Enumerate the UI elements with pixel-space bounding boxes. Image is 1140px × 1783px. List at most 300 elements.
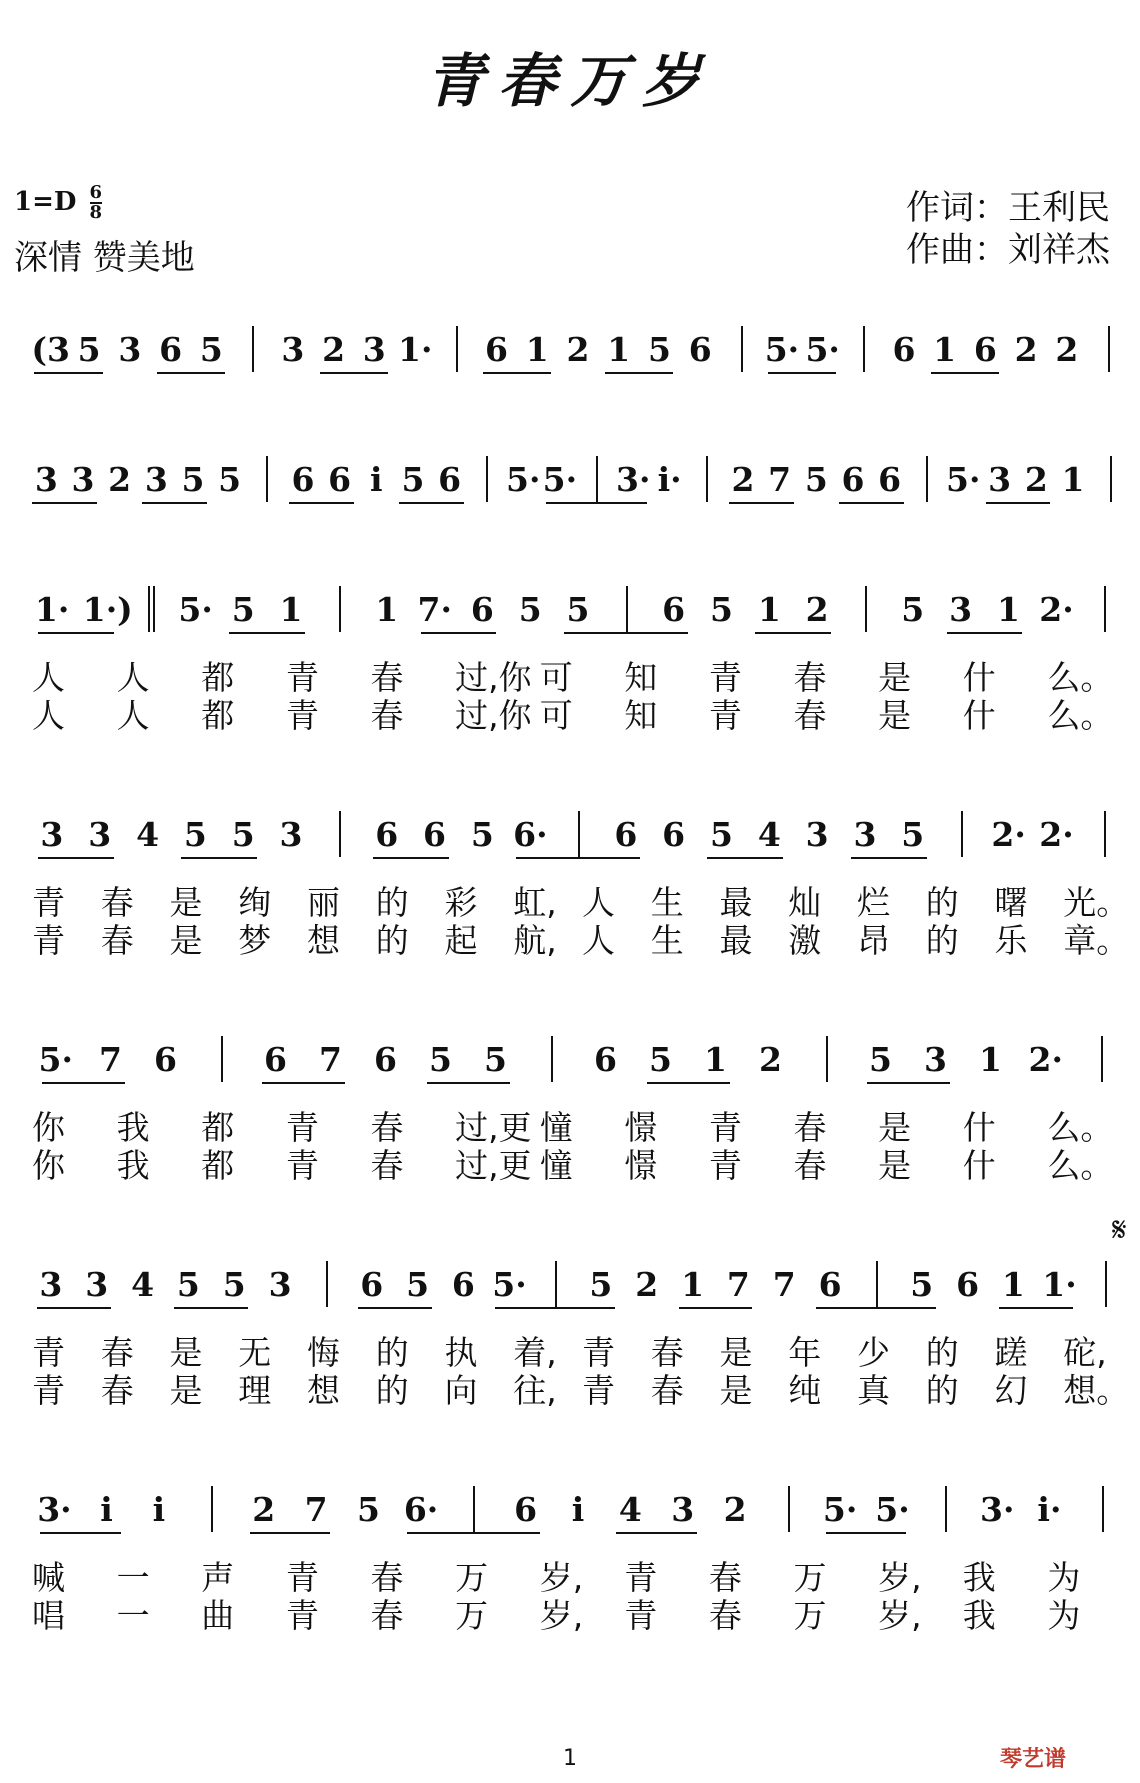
note: 6	[878, 460, 902, 499]
note: 5	[176, 1265, 200, 1304]
note: 1	[757, 590, 781, 629]
note: 3	[671, 1490, 695, 1529]
lyric-syllable: 唱	[32, 1596, 65, 1635]
barline	[339, 586, 341, 632]
lyric-syllable: 青	[285, 1146, 319, 1185]
lyric-syllable: 岁,	[878, 1558, 922, 1597]
beam-underline	[142, 502, 207, 504]
beam-underline	[986, 502, 1051, 504]
note: 4	[757, 815, 781, 854]
lyric-syllable: 岁,	[539, 1558, 584, 1597]
barline	[926, 456, 928, 502]
note: 2·	[1028, 1040, 1063, 1079]
note: 5	[183, 815, 207, 854]
beam-underline	[616, 1532, 696, 1534]
lyric-syllable: 我	[962, 1596, 996, 1635]
lyric-syllable: 你	[32, 1146, 65, 1185]
lyric-syllable: 灿	[788, 883, 822, 922]
note: 6	[514, 1490, 538, 1529]
note: 5	[910, 1265, 934, 1304]
note: 6	[485, 330, 508, 369]
lyric-syllable: 过,你	[455, 658, 532, 697]
lyric-syllable: 万	[793, 1558, 827, 1597]
lyric-syllable: 青	[285, 1108, 319, 1147]
note: 6	[956, 1265, 980, 1304]
lyric-syllable: 想	[307, 1371, 340, 1410]
note: 3	[281, 330, 305, 369]
note: 1	[996, 590, 1020, 629]
note: 3	[118, 330, 142, 369]
note: 1	[933, 330, 957, 369]
lyric-syllable: 是	[169, 1371, 203, 1410]
note: 1	[1061, 460, 1085, 499]
lyric-syllable: 都	[201, 696, 235, 735]
lyric-syllable: 青	[708, 1146, 742, 1185]
composer-credit: 作曲：刘祥杰	[906, 230, 1110, 270]
lyric-syllable: 航,	[513, 921, 557, 960]
beam-underline	[373, 857, 449, 859]
lyric-syllable: 青	[582, 1371, 615, 1410]
beam-underline	[32, 502, 97, 504]
lyric-syllable: 年	[788, 1333, 822, 1372]
note: 7	[768, 460, 792, 499]
note: 2	[566, 330, 590, 369]
lyric-syllable: 青	[624, 1596, 658, 1635]
lyric-row	[0, 1102, 1140, 1147]
note: 5	[199, 330, 223, 369]
lyric-syllable: 为	[1047, 1596, 1081, 1635]
lyric-syllable: 过,更	[455, 1108, 532, 1147]
lyric-syllable: 青	[32, 921, 65, 960]
note: 5	[77, 330, 101, 369]
lyric-syllable: 春	[100, 1333, 134, 1372]
barline	[626, 586, 628, 632]
barline	[788, 1486, 790, 1532]
beam-underline	[289, 502, 354, 504]
note: 5	[429, 1040, 452, 1079]
barline	[1105, 1261, 1107, 1307]
note: 1	[681, 1265, 705, 1304]
lyric-syllable: 什	[962, 1108, 996, 1147]
lyric-syllable: 春	[370, 1146, 404, 1185]
barline	[945, 1486, 947, 1532]
lyric-syllable: 幻	[994, 1371, 1028, 1410]
lyric-syllable: 是	[169, 921, 203, 960]
note: 5	[566, 590, 590, 629]
note: 6	[328, 460, 352, 499]
beam-underline	[867, 1082, 950, 1084]
note: 3	[85, 1265, 109, 1304]
barline	[153, 586, 155, 632]
note: 3·	[37, 1490, 72, 1529]
beam-underline	[407, 1532, 540, 1534]
lyric-syllable: 的	[375, 1333, 409, 1372]
lyric-syllable: 的	[925, 921, 959, 960]
lyric-syllable: 执	[444, 1333, 478, 1372]
score-line	[0, 590, 1140, 660]
lyric-syllable: 理	[238, 1371, 272, 1410]
lyric-syllable: 悔	[307, 1333, 340, 1372]
lyric-syllable: 知	[624, 696, 658, 735]
note: 7	[319, 1040, 342, 1079]
beam-underline	[647, 1082, 730, 1084]
lyric-syllable: 我	[116, 1108, 150, 1147]
barline	[252, 326, 254, 372]
barline	[266, 456, 268, 502]
key-label: 1=D	[14, 187, 77, 217]
beam-underline	[358, 1307, 432, 1309]
barline	[456, 326, 458, 372]
lyric-syllable: 人	[582, 921, 615, 960]
note: 5	[649, 1040, 672, 1079]
barline	[221, 1036, 223, 1082]
lyric-syllable: 是	[878, 1146, 912, 1185]
note: 6	[264, 1040, 287, 1079]
note: 3	[39, 1265, 63, 1304]
score-line	[0, 815, 1140, 885]
lyric-syllable: 青	[32, 1371, 65, 1410]
note: 6	[614, 815, 638, 854]
lyric-syllable: 过,更	[455, 1146, 532, 1185]
score-line	[0, 1265, 1140, 1335]
note: 5	[901, 590, 925, 629]
note: i·	[1037, 1490, 1062, 1529]
lyric-syllable: 青	[285, 658, 319, 697]
lyric-syllable: 人	[116, 658, 150, 697]
note: 6	[841, 460, 865, 499]
lyric-syllable: 春	[370, 1558, 404, 1597]
beam-underline	[755, 632, 831, 634]
lyric-syllable: 春	[370, 1108, 404, 1147]
lyric-syllable: 想	[307, 921, 340, 960]
lyric-syllable: 青	[285, 696, 319, 735]
lyric-syllable: 春	[650, 1371, 684, 1410]
segno-sign: 𝄋	[1112, 1210, 1127, 1250]
lyric-syllable: 昂	[857, 921, 890, 960]
lyric-syllable: 是	[719, 1371, 753, 1410]
note: 6	[688, 330, 712, 369]
beam-underline	[34, 372, 103, 374]
barline	[741, 326, 743, 372]
note: 6	[662, 590, 686, 629]
lyric-syllable: 青	[708, 658, 742, 697]
beam-underline	[729, 502, 794, 504]
note: 6	[662, 815, 686, 854]
lyric-syllable: 人	[32, 658, 65, 697]
page-number: 1	[563, 1746, 577, 1771]
note: 6	[291, 460, 315, 499]
lyric-syllable: 春	[100, 1371, 134, 1410]
score-line	[0, 1490, 1140, 1560]
note: 7·	[417, 590, 452, 629]
note: i	[571, 1490, 585, 1529]
note: 3	[144, 460, 168, 499]
barline	[339, 811, 341, 857]
beam-underline	[483, 372, 552, 374]
note: i	[152, 1490, 166, 1529]
note: 6	[438, 460, 462, 499]
time-bottom: 8	[89, 202, 103, 223]
lyric-syllable: 都	[201, 1108, 235, 1147]
note: 5	[804, 460, 828, 499]
note: 2·	[991, 815, 1026, 854]
note: 5·	[822, 1490, 858, 1529]
note: 5·	[875, 1490, 910, 1529]
note: 6	[594, 1040, 617, 1079]
barline	[1110, 456, 1112, 502]
lyric-syllable: 乐	[994, 921, 1028, 960]
lyric-syllable: 春	[708, 1596, 742, 1635]
lyric-syllable: 万	[455, 1596, 489, 1635]
lyric-syllable: 青	[285, 1558, 319, 1597]
lyric-syllable: 过,你	[455, 696, 532, 735]
note: 4	[136, 815, 160, 854]
note: 2·	[1039, 815, 1074, 854]
note: 2	[731, 460, 755, 499]
lyric-syllable: 万	[455, 1558, 489, 1597]
lyric-syllable: 都	[201, 1146, 235, 1185]
expression-mark: 深情 赞美地	[14, 238, 195, 278]
note: 5	[222, 1265, 246, 1304]
note: 2·	[1039, 590, 1074, 629]
lyric-syllable: 人	[32, 696, 65, 735]
lyric-row	[0, 1552, 1140, 1597]
note: 3	[268, 1265, 292, 1304]
note: 5·	[492, 1265, 527, 1304]
barline	[596, 456, 598, 502]
lyric-syllable: 虹,	[513, 883, 557, 922]
beam-underline	[37, 1307, 111, 1309]
barline	[473, 1486, 475, 1532]
note: 7	[99, 1040, 122, 1079]
lyric-syllable: 向	[444, 1371, 478, 1410]
lyric-syllable: 光。	[1063, 883, 1130, 922]
lyric-syllable: 是	[169, 1333, 203, 1372]
note: 1·)	[82, 590, 133, 629]
note: 1	[375, 590, 399, 629]
note: 1	[279, 590, 303, 629]
note: 2	[1055, 330, 1079, 369]
beam-underline	[931, 372, 1000, 374]
note: 2	[1024, 460, 1048, 499]
lyric-syllable: 可	[539, 696, 573, 735]
note: 7	[304, 1490, 328, 1529]
note: 1·	[34, 590, 70, 629]
note: 5	[518, 590, 542, 629]
lyric-syllable: 彩	[444, 883, 478, 922]
note: 1	[979, 1040, 1002, 1079]
beam-underline	[38, 632, 114, 634]
lyric-syllable: 往,	[513, 1371, 557, 1410]
barline	[961, 811, 963, 857]
barline	[706, 456, 708, 502]
barline	[826, 1036, 828, 1082]
lyric-syllable: 曲	[201, 1596, 235, 1635]
lyric-syllable: 春	[793, 696, 827, 735]
lyric-row	[0, 652, 1140, 697]
lyric-syllable: 梦	[238, 921, 272, 960]
lyric-row	[0, 1327, 1140, 1372]
lyric-syllable: 纯	[788, 1371, 822, 1410]
lyric-syllable: 我	[116, 1146, 150, 1185]
barline	[551, 1036, 553, 1082]
lyric-syllable: 的	[375, 883, 409, 922]
lyric-syllable: 春	[100, 921, 134, 960]
lyric-syllable: 知	[624, 658, 658, 697]
lyric-syllable: 一	[116, 1596, 150, 1635]
note: 3·	[616, 460, 651, 499]
beam-underline	[320, 372, 389, 374]
note: 5·	[38, 1040, 73, 1079]
lyric-row	[0, 915, 1140, 960]
note: 5	[709, 590, 733, 629]
beam-underline	[707, 857, 783, 859]
beam-underline	[679, 1307, 753, 1309]
lyric-syllable: 最	[719, 883, 753, 922]
lyric-syllable: 我	[962, 1558, 996, 1597]
beam-underline	[546, 502, 647, 504]
barline	[863, 326, 865, 372]
note: 5	[484, 1040, 507, 1079]
barline	[326, 1261, 328, 1307]
note: 5·	[506, 460, 541, 499]
lyric-syllable: 憬	[624, 1146, 658, 1185]
note: 2	[108, 460, 132, 499]
note: 3	[988, 460, 1012, 499]
lyric-syllable: 生	[650, 921, 684, 960]
note: 3	[949, 590, 973, 629]
note: i·	[657, 460, 682, 499]
note: 3	[805, 815, 829, 854]
note: 2	[723, 1490, 747, 1529]
beam-underline	[399, 502, 464, 504]
beam-underline	[816, 1307, 936, 1309]
lyric-syllable: 什	[962, 696, 996, 735]
lyric-syllable: 为	[1047, 1558, 1081, 1597]
lyric-syllable: 的	[925, 883, 959, 922]
lyric-syllable: 么。	[1047, 1108, 1114, 1147]
barline	[1102, 1486, 1104, 1532]
note: 2	[759, 1040, 782, 1079]
beam-underline	[229, 632, 305, 634]
note: 3	[924, 1040, 947, 1079]
lyric-syllable: 春	[370, 696, 404, 735]
lyric-syllable: 砣,	[1063, 1333, 1107, 1372]
note: 5	[589, 1265, 613, 1304]
lyric-row	[0, 1140, 1140, 1185]
lyric-syllable: 青	[285, 1596, 319, 1635]
lyric-syllable: 的	[375, 1371, 409, 1410]
lyric-syllable: 是	[878, 696, 912, 735]
lyric-syllable: 憬	[624, 1108, 658, 1147]
note: 1	[525, 330, 549, 369]
song-title: 青春万岁	[425, 47, 714, 115]
beam-underline	[181, 857, 257, 859]
lyric-syllable: 是	[169, 883, 203, 922]
lyric-syllable: 起	[444, 921, 478, 960]
note: 6	[360, 1265, 384, 1304]
note: 1	[607, 330, 631, 369]
lyric-syllable: 春	[793, 1146, 827, 1185]
beam-underline	[38, 857, 114, 859]
lyric-syllable: 一	[116, 1558, 150, 1597]
note: 1	[1001, 1265, 1025, 1304]
note: 6	[423, 815, 446, 854]
lyric-syllable: 的	[925, 1371, 959, 1410]
note: 6	[154, 1040, 177, 1079]
lyric-syllable: 岁,	[878, 1596, 922, 1635]
note: 2	[252, 1490, 276, 1529]
note: 1·	[1042, 1265, 1077, 1304]
lyric-syllable: 青	[708, 696, 742, 735]
lyric-syllable: 绚	[238, 883, 272, 922]
beam-underline	[421, 632, 497, 634]
lyric-syllable: 生	[650, 883, 684, 922]
lyric-syllable: 青	[582, 1333, 615, 1372]
lyric-syllable: 曙	[994, 883, 1028, 922]
lyric-syllable: 是	[878, 658, 912, 697]
note: 6·	[403, 1490, 439, 1529]
note: 3	[71, 460, 95, 499]
note: 3·	[980, 1490, 1015, 1529]
beam-underline	[516, 857, 640, 859]
note: 7	[772, 1265, 796, 1304]
note: 5·	[764, 330, 800, 369]
lyric-syllable: 喊	[32, 1558, 65, 1597]
beam-underline	[768, 372, 837, 374]
note: 7	[726, 1265, 750, 1304]
note: 6·	[513, 815, 548, 854]
note: 6	[374, 1040, 397, 1079]
note: (3	[31, 330, 70, 369]
note: 6	[818, 1265, 842, 1304]
note: 5	[401, 460, 425, 499]
lyric-syllable: 丽	[307, 883, 340, 922]
lyric-syllable: 么。	[1047, 1146, 1114, 1185]
note: 1·	[398, 330, 433, 369]
beam-underline	[262, 1082, 345, 1084]
lyric-syllable: 章。	[1063, 921, 1130, 960]
note: 5	[356, 1490, 380, 1529]
note: 1	[704, 1040, 727, 1079]
lyric-syllable: 憧	[539, 1146, 573, 1185]
lyric-syllable: 春	[793, 1108, 827, 1147]
lyric-syllable: 烂	[857, 883, 890, 922]
note: 5	[901, 815, 925, 854]
barline	[578, 811, 580, 857]
note: 6	[159, 330, 183, 369]
brand-logo: 琴艺谱	[1000, 1747, 1067, 1772]
note: 5·	[805, 330, 840, 369]
lyric-syllable: 都	[201, 658, 235, 697]
lyric-syllable: 是	[878, 1108, 912, 1147]
lyric-syllable: 声	[201, 1558, 235, 1597]
note: 5	[709, 815, 733, 854]
score-line	[0, 460, 1140, 530]
lyric-row	[0, 690, 1140, 735]
lyric-row	[0, 1590, 1140, 1635]
barline	[876, 1261, 878, 1307]
lyric-syllable: 人	[582, 883, 615, 922]
lyric-syllable: 想。	[1063, 1371, 1130, 1410]
barline	[1104, 586, 1106, 632]
note: 5·	[542, 460, 578, 499]
barline	[555, 1261, 557, 1307]
lyric-syllable: 的	[375, 921, 409, 960]
note: 4	[131, 1265, 155, 1304]
note: 4	[618, 1490, 642, 1529]
note: 2	[322, 330, 346, 369]
